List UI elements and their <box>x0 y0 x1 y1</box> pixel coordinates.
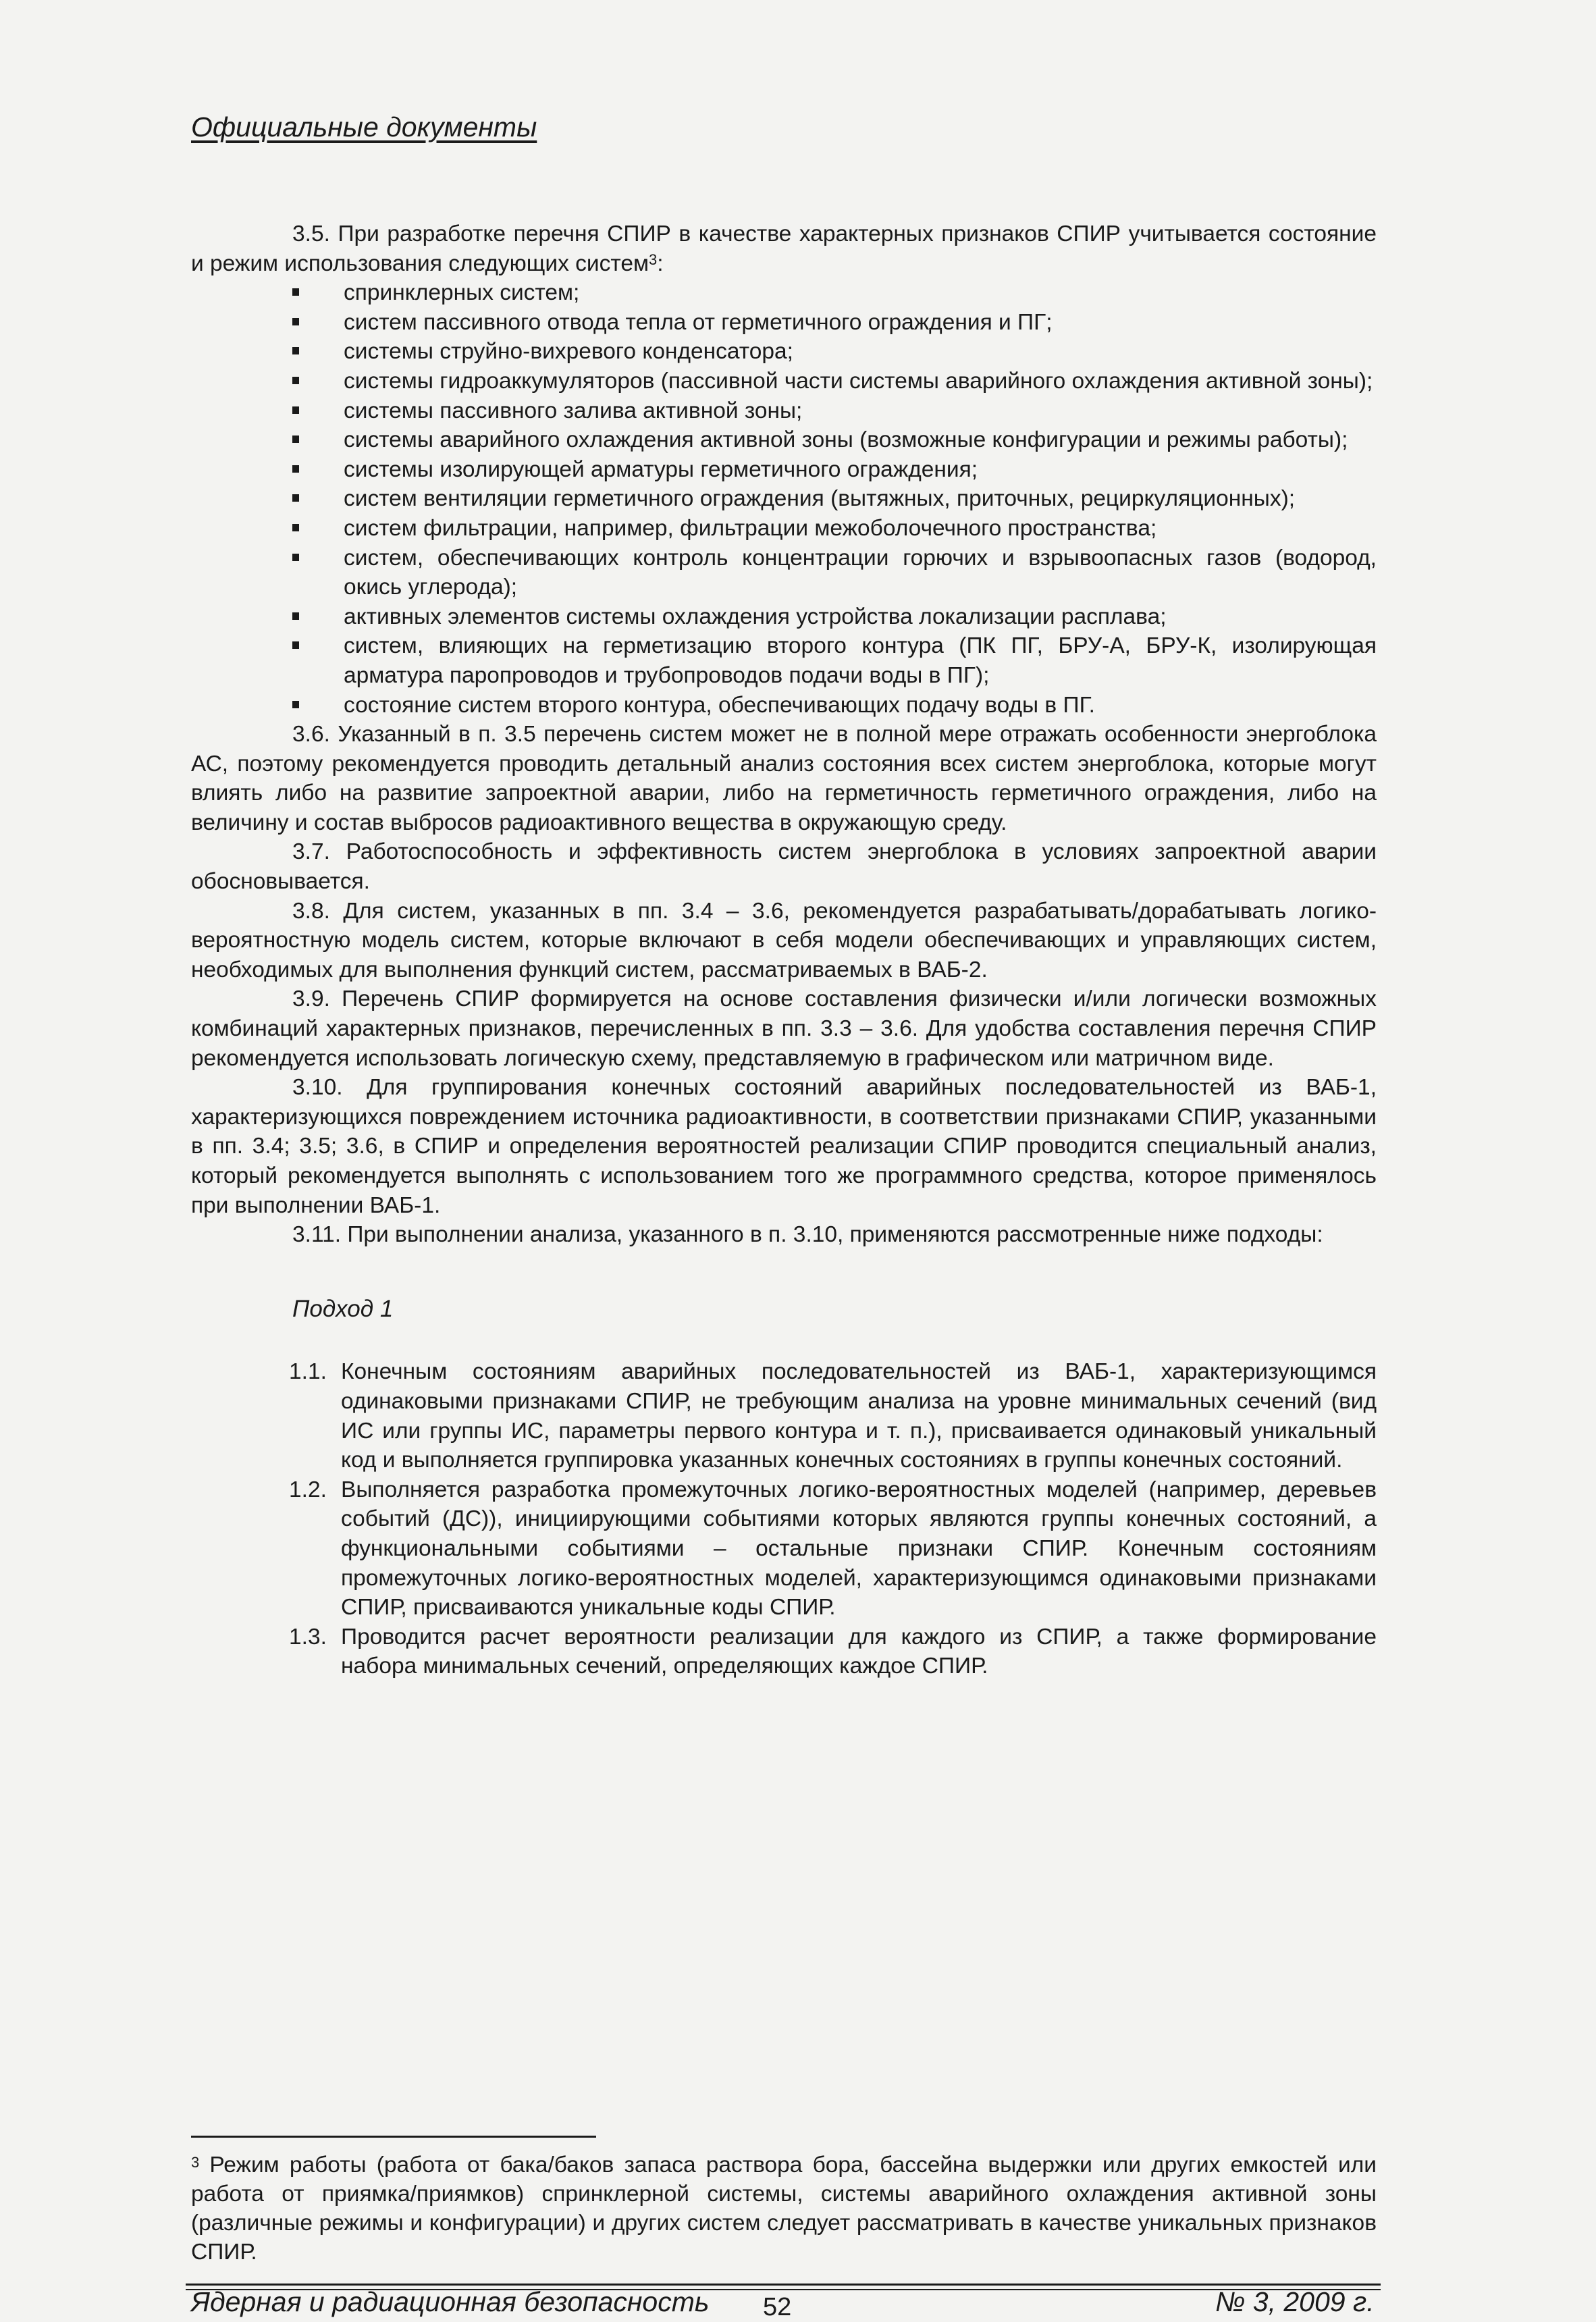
systems-list <box>191 278 1377 720</box>
page-number: 52 <box>763 2293 792 2321</box>
list-item: активных элементов системы охлаждения устройства локализации расплава; <box>191 602 1377 632</box>
step-item <box>191 1357 1377 1475</box>
footnote <box>191 2151 1377 2267</box>
list-item: систем, влияющих на герметизацию второго контура (ПК ПГ, БРУ-А, БРУ-К, изолирующая арматура паропроводов и трубопроводов подачи воды в ПГ); <box>191 631 1377 690</box>
list-item: систем пассивного отвода тепла от герметичного ограждения и ПГ; <box>191 308 1377 338</box>
running-header: Официальные документы <box>191 111 537 142</box>
step-text: Проводится расчет вероятности реализации для каждого из СПИР, а также формирование набора минимальных сечений, определяющих каждое СПИР. <box>341 1624 1377 1679</box>
step-number: 1.3. <box>289 1624 327 1650</box>
paragraph-3-6: 3.6. Указанный в п. 3.5 перечень систем может не в полной мере отражать особенности энергоблока АС, поэтому рекомендуется проводить детальный анализ состояния всех систем энергоблока, которые могут влиять либо на развитие запроектной аварии, либо на герметичность герметичного ограждения, либо на величину и состав выбросов радиоактивного вещества в окружающую среду. <box>191 722 1377 835</box>
step-item <box>191 1622 1377 1681</box>
paragraph-3-5 <box>191 219 1377 278</box>
list-item: систем фильтрации, например, фильтрации межоболочечного пространства; <box>191 514 1377 544</box>
footnote-ref[interactable]: 3 <box>648 250 658 268</box>
list-item: состояние систем второго контура, обеспечивающих подачу воды в ПГ. <box>191 691 1377 720</box>
step-text: Выполняется разработка промежуточных логико-вероятностных моделей (например, деревьев событий (ДС)), инициирующими событиями которых являются группы конечных состояний, а функциональными событиями – остальные признаки СПИР. Конечным состояниям промежуточных логико-вероятностных моделей, характеризующимся одинаковыми признаками СПИР, присваиваются уникальные коды СПИР. <box>341 1477 1377 1620</box>
step-text: Конечным состояниям аварийных последовательностей из ВАБ-1, характеризующимся одинаковыми признаками СПИР, не требующим анализа на уровне минимальных сечений (вид ИС или группы ИС, параметры первого контура и т. п.), присваивается одинаковый уникальный код и выполняется группировка указанных конечных состояниях в группы конечных состояний. <box>341 1359 1377 1473</box>
main-text <box>191 219 1377 1681</box>
paragraph-3-7: 3.7. Работоспособность и эффективность систем энергоблока в условиях запроектной аварии обосновывается. <box>191 839 1377 895</box>
footnote-text: Режим работы (работа от бака/баков запаса раствора бора, бассейна выдержки или других емкостей или работа от приямка/приямков) спринклерной системы, системы аварийного охлаждения активной зоны (различные режимы и конфигурации) и других систем следует рассматривать в качестве уникальных признаков СПИР. <box>191 2153 1377 2265</box>
approach-steps <box>191 1357 1377 1681</box>
step-number: 1.1. <box>289 1359 327 1385</box>
footer-journal-title: Ядерная и радиационная безопасность <box>191 2286 710 2317</box>
step-number: 1.2. <box>289 1477 327 1502</box>
list-item: системы струйно-вихревого конденсатора; <box>191 337 1377 367</box>
paragraph-3-5-text: 3.5. При разработке перечня СПИР в качестве характерных признаков СПИР учитывается состояние и режим использования следующих систем <box>191 221 1377 276</box>
list-item: системы аварийного охлаждения активной зоны (возможные конфигурации и режимы работы); <box>191 425 1377 455</box>
paragraph-3-5-end: : <box>657 250 664 276</box>
paragraph-3-11: 3.11. При выполнении анализа, указанного в п. 3.10, применяются рассмотренные ниже подходы: <box>292 1222 1323 1248</box>
step-item <box>191 1475 1377 1622</box>
footer-issue: № 3, 2009 г. <box>1215 2286 1375 2317</box>
list-item: систем, обеспечивающих контроль концентрации горючих и взрывоопасных газов (водород, окись углерода); <box>191 544 1377 602</box>
approach-heading: Подход 1 <box>292 1295 394 1322</box>
list-item: спринклерных систем; <box>191 278 1377 308</box>
paragraph-3-10: 3.10. Для группирования конечных состояний аварийных последовательностей из ВАБ-1, характеризующихся повреждением источника радиоактивности, в соответствии признаками СПИР, указанными в пп. 3.4; 3.5; 3.6, в СПИР и определения вероятностей реализации СПИР проводится специальный анализ, который рекомендуется выполнять с использованием того же программного средства, которое применялось при выполнении ВАБ-1. <box>191 1075 1377 1218</box>
list-item: системы пассивного залива активной зоны; <box>191 396 1377 426</box>
footnote-divider <box>191 2136 596 2138</box>
footer-divider <box>186 2284 1381 2286</box>
list-item: системы изолирующей арматуры герметичного ограждения; <box>191 455 1377 485</box>
paragraph-3-8: 3.8. Для систем, указанных в пп. 3.4 – 3.6, рекомендуется разрабатывать/дорабатывать логико-вероятностную модель систем, которые включают в себя модели обеспечивающих и управляющих систем, необходимых для выполнения функций систем, рассматриваемых в ВАБ-2. <box>191 898 1377 982</box>
footnote-mark: 3 <box>191 2154 200 2171</box>
list-item: систем вентиляции герметичного ограждения (вытяжных, приточных, рециркуляционных); <box>191 484 1377 514</box>
list-item: системы гидроаккумуляторов (пассивной части системы аварийного охлаждения активной зоны); <box>191 367 1377 396</box>
paragraph-3-9: 3.9. Перечень СПИР формируется на основе составления физически и/или логически возможных комбинаций характерных признаков, перечисленных в пп. 3.3 – 3.6. Для удобства составления перечня СПИР рекомендуется использовать логическую схему, представляемую в графическом или матричном виде. <box>191 986 1377 1071</box>
